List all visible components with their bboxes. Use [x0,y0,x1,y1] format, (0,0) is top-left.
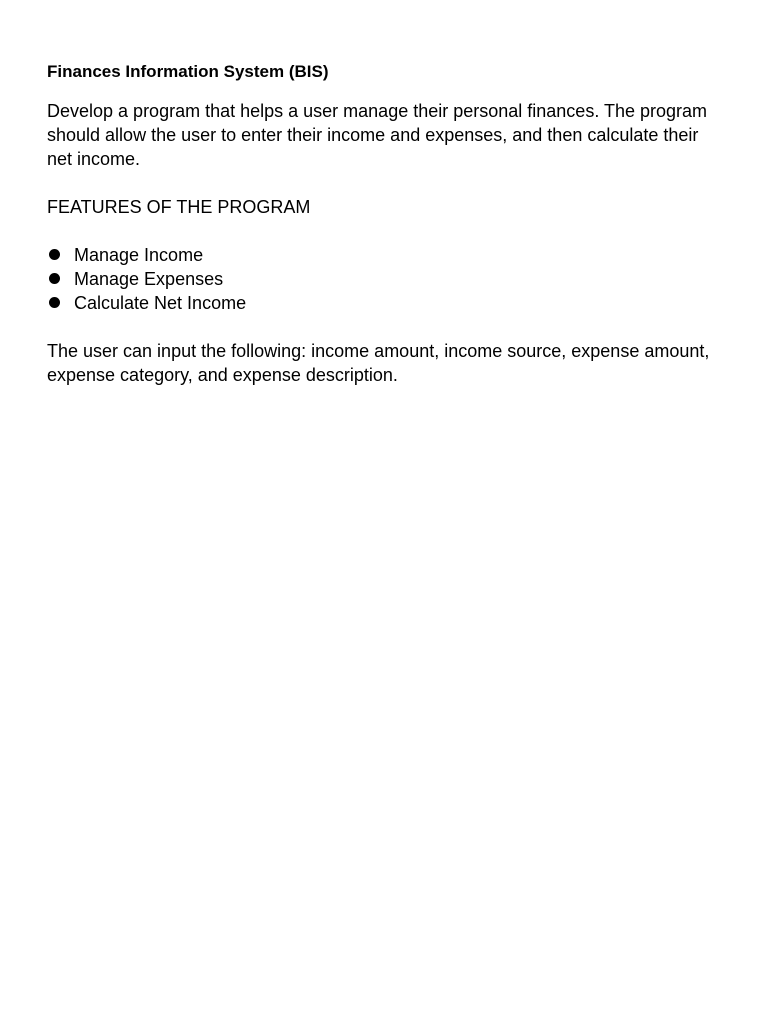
document-title: Finances Information System (BIS) [47,62,329,81]
feature-item-label: Manage Expenses [74,269,224,289]
intro-paragraph: Develop a program that helps a user manage their personal finances. The program should allow the user to enter their income and expenses, and then calculate their net income. [47,101,708,169]
feature-item-manage-income [47,243,727,267]
inputs-paragraph: The user can input the following: income amount, income source, expense amount, expense category, and expense description. [47,341,710,385]
bullet-icon [49,249,60,260]
feature-list [47,243,727,315]
feature-item-label: Manage Income [74,245,204,265]
document-body [47,60,727,411]
features-heading: FEATURES OF THE PROGRAM [47,197,311,217]
bullet-icon [49,273,60,284]
feature-item-label: Calculate Net Income [74,293,247,313]
bullet-icon [49,297,60,308]
feature-item-manage-expenses [47,267,727,291]
feature-item-calculate-net-income [47,291,727,315]
